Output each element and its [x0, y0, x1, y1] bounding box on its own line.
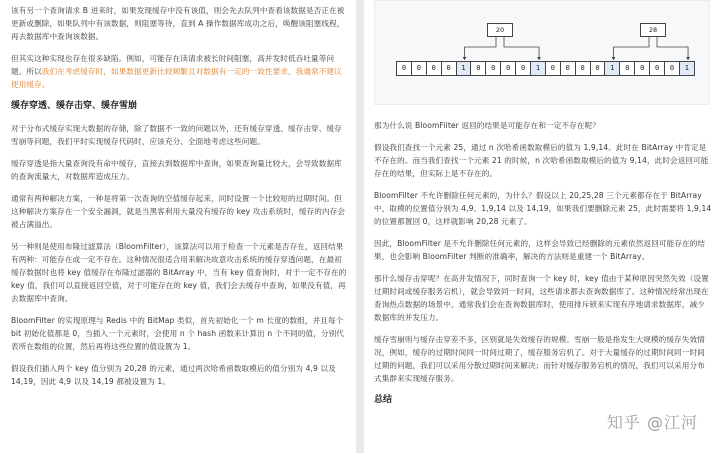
arrow-head: [686, 57, 690, 60]
hash-arrow: [657, 37, 688, 60]
para-bloomfilter: 另一种则是使用布隆过滤算法（BloomFilter），该算法可以用于检查一个元素是否存在，返回结果有两种：可能存在或一定不存在。这种情况很适合用来解决故意攻击系统的缓存穿透问题，在最初缓存数据时也将 key 值缓存在布隆过滤器的 BitArray 中，当有 key 值查询时，对于一定不存在的 key 值，我们可以直接返回空值，对于可能存在的 key 值，我们会去缓存中查询，如果没有值，再去数据库中查询。: [11, 242, 347, 303]
hash-arrow: [504, 37, 539, 60]
heading-summary: 总结: [374, 395, 393, 405]
para-rebuild: 因此，BloomFilter 是不允许删除任何元素的，这样会导致已经删除的元素依然返回可能存在的结果，也会影响 BloomFilter 判断的准确率，解决的方法则是重建一个 BitArray。: [374, 239, 706, 261]
bit-cell: 0: [649, 61, 665, 76]
para-lookup-example: 假设我们查找一个元素 25，通过 n 次哈希函数取模后的值为 1,9,14。此时在 BitArray 中肯定是不存在的。而当我们查找一个元素 21 的时候，n 次哈希函数取模后的值为 9,14，此时会返回可能存在的结果，但实际上是不存在的。: [374, 143, 709, 178]
bit-cell: 0: [664, 61, 680, 76]
question-why: 那为什么说 BloomFilter 返回的结果是可能存在和一定不存在呢？: [374, 121, 600, 130]
para-queue: 该有另一个查询请求 B 进来时，如果发现缓存中没有该值，则会先去队列中查看该数据是否正在被更新或删除，如果队列中有该数据，则阻塞等待，直到 A 操作数据库成功之后，唤醒该阻塞线程，再去数据库中查询该数据。: [11, 6, 345, 41]
para-breakdown: 那什么缓存击穿呢？在高并发情况下，同时查询一个 key 时，key 值由于某种原因突然失效（设置过期时间或缓存服务宕机），就会导致同一时间，这些请求都去查询数据库了。这种情况经常出现在查询热点数据的场景中。通常我们会在查询数据库时，使用排斥锁来实现有序地请求数据库，减少数据库的并发压力。: [374, 274, 709, 322]
bit-cell: 0: [426, 61, 442, 76]
bit-cell: 0: [500, 61, 516, 76]
bit-cell: 0: [396, 61, 412, 76]
bit-cell: 0: [411, 61, 427, 76]
hash-arrow: [614, 37, 649, 60]
bit-cell: 1: [530, 61, 546, 76]
right-page: [364, 0, 720, 453]
para-penetration: 缓存穿透是指大量查询没有命中缓存，直接去到数据库中查询，如果查询量比较大，会导致数据库的查询流量大，对数据库造成压力。: [11, 159, 342, 181]
para-no-delete: BloomFilter 不允许删除任何元素的，为什么？假设以上 20,25,28 三个元素都存在于 BitArray 中，取模的位置值分别为 4,9、1,9,14 以及 14,19，如果我们要删除元素 25，此时需要将 1,9,14 的位置都置回 0，这样就影响 20,28 元素了。: [374, 191, 712, 226]
arrow-head: [537, 57, 541, 60]
bit-cell: 0: [470, 61, 486, 76]
left-page: [0, 0, 356, 453]
bit-cell: 1: [456, 61, 472, 76]
hash-arrow: [465, 37, 496, 60]
bit-cell: 0: [619, 61, 635, 76]
bit-array: [397, 61, 695, 76]
bit-cell: 0: [560, 61, 576, 76]
element-box-1: 20: [487, 23, 513, 37]
highlight-advice: 我们在考虑缓存时，如果数据更新比较频繁且对数据有一定的一致性要求，我通常不建议使用缓存。: [11, 67, 342, 89]
element-box-2: 28: [640, 23, 666, 37]
drawbacks-text: 但其实这种实现也存在很多缺陷。例如，可能存在读请求被长时间阻塞，高并发时低吞吐量等问题。所以: [11, 54, 335, 76]
bit-cell: 1: [604, 61, 620, 76]
para-drawbacks: [11, 52, 348, 91]
bit-cell: 1: [679, 61, 695, 76]
bit-cell: 0: [590, 61, 606, 76]
para-cache-intro: 对于分布式缓存实现大数据的存储，除了数据不一致的问题以外，还有缓存穿透、缓存击穿、缓存雪崩等问题，我们平时实现缓存代码时，应该充分、全面地考虑这些问题。: [11, 124, 342, 146]
arrow-head: [463, 57, 467, 60]
heading-cache-issues: 缓存穿透、缓存击穿、缓存雪崩: [11, 101, 138, 111]
bit-cell: 0: [545, 61, 561, 76]
para-example-insert: 假设我们插入两个 key 值分别为 20,28 的元素，通过两次哈希函数取模后的值分别为 4,9 以及 14,19，因此 4,9 以及 14,19 都被设置为 1。: [11, 364, 336, 386]
para-avalanche: 缓存雪崩则与缓存击穿差不多，区别就是失效缓存的规模。雪崩一般是指发生大规模的缓存失效情况，例如，缓存的过期时间同一时间过期了，缓存服务宕机了。对于大量缓存的过期时间同一时间过期的问题，我们可以采用分散过期时间来解决；而针对缓存服务宕机的情况，我们可以采用分布式集群来实现缓存服务。: [374, 335, 705, 383]
para-solutions: 通常有两种解决方案，一种是将第一次查询的空值缓存起来，同时设置一个比较短的过期时间。但这种解决方案存在一个安全漏洞，就是当黑客利用大量没有缓存的 key 攻击系统时，缓存的内存会被占满溢出。: [11, 194, 346, 229]
bit-cell: 0: [441, 61, 457, 76]
bit-cell: 0: [485, 61, 501, 76]
bit-cell: 0: [515, 61, 531, 76]
hash-arrows: [375, 1, 711, 106]
bit-cell: 0: [575, 61, 591, 76]
bit-cell: 0: [634, 61, 650, 76]
arrow-head: [612, 57, 616, 60]
zhihu-watermark: 知乎 @江河: [606, 413, 698, 432]
para-bloom-principle: BloomFilter 的实现原理与 Redis 中的 BitMap 类似，首先初始化一个 m 长度的数组，并且每个 bit 初始化值都是 0，当插入一个元素时，会使用 n 个 hash 函数来计算出 n 个不同的值，分别代表所在数组的位置，然后再将这些位置的值设置为 1。: [11, 316, 344, 351]
bloomfilter-diagram: [374, 0, 710, 105]
